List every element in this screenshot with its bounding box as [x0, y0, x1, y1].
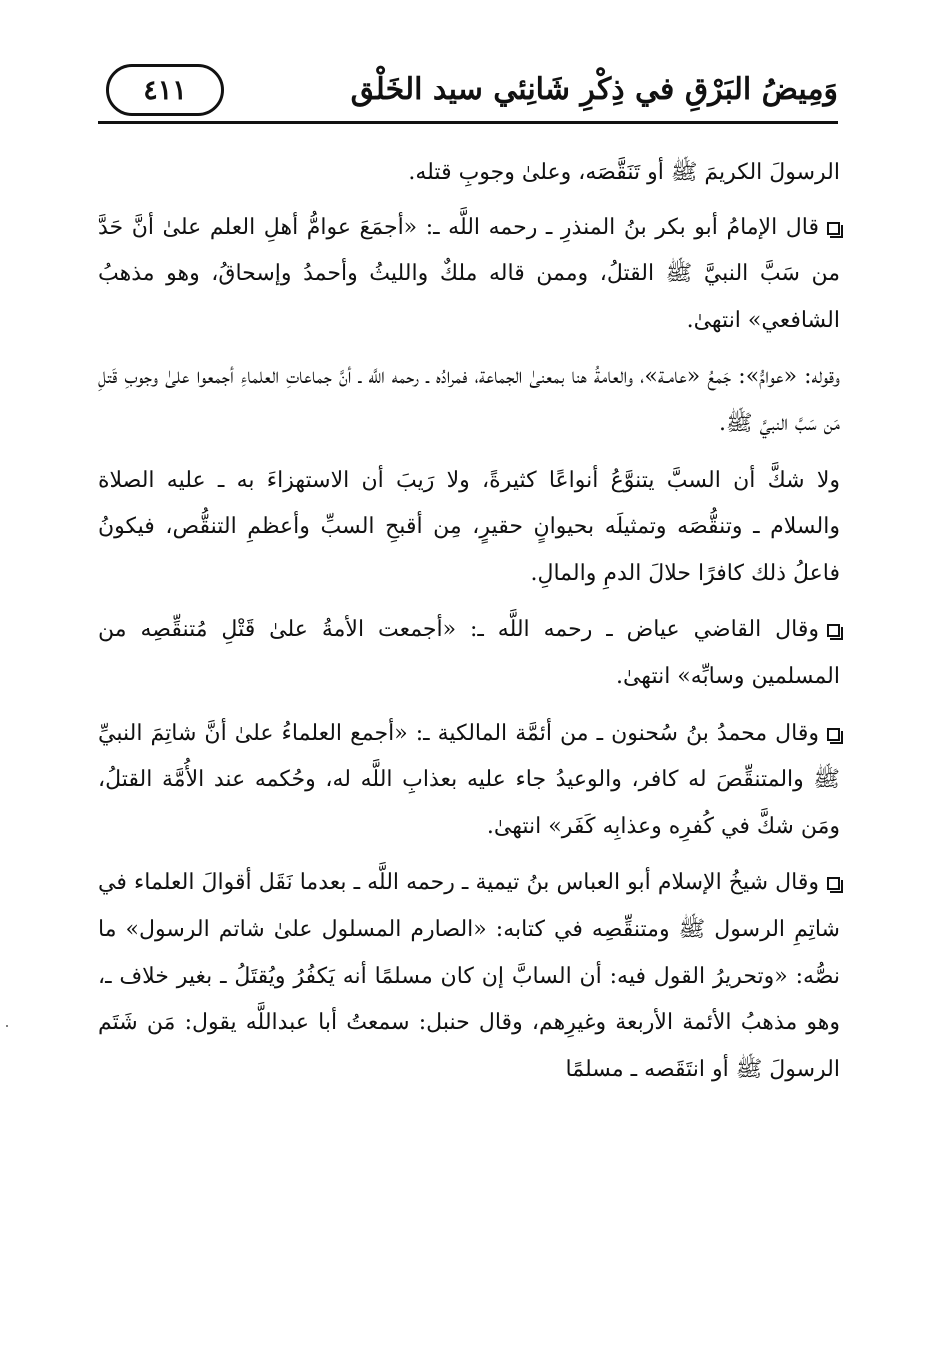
paragraph-text: وقال شيخُ الإسلام أبو العباس بنُ تيمية ـ رحمه اللَّه ـ بعدما نَقَل أقوالَ العلماء في شاتِمِ الرسول ﷺ ومتنقِّصِه في كتابه: «الصارم المسلول علىٰ شاتم الرسول» ما نصُّه: «وتحريرُ القول فيه: أن السابَّ إن كان مسلمًا أنه يَكفُرُ ويُقتَلُ ـ بغير خلاف ـ، وهو مذهبُ الأئمة الأربعة وغيرِهم، وقال حنبل: سمعتُ أبا عبداللَّه يقول: مَن شَتَم الرسولَ ﷺ أو انتَقَصه ـ مسلمًا: [98, 870, 840, 1082]
page-header: [98, 62, 838, 124]
paragraph-text: وقال محمدُ بنُ سُحنون ـ من أئمَّة المالكية ـ: «أجمع العلماءُ علىٰ أنَّ شاتِمَ النبيِّ ﷺ والمتنقِّصَ له كافر، والوعيدُ جاء عليه بعذابِ اللَّه له، وحُكمه عند الأُمَّة القتلُ، ومَن شكَّ في كُفرِه وعذابِه كَفَر» انتهىٰ.: [98, 720, 840, 839]
paragraph-awam-explanation: [98, 354, 840, 447]
paragraph-qadi-iyad: [98, 607, 840, 700]
paragraph-ibn-al-mundhir: [98, 205, 840, 345]
header-divider: [98, 121, 838, 124]
scan-speck: [6, 1025, 8, 1027]
paragraph-text: ولا شكَّ أن السبَّ يتنوَّعُ أنواعًا كثيرةً، ولا رَيبَ أن الاستهزاءَ به ـ عليه الصلاة والسلام ـ وتنقُّصَه وتمثيلَه بحيوانٍ حقيرٍ، مِن أقبحِ السبِّ وأعظمِ التنقُّص، فيكونُ فاعلُ ذلك كافرًا حلالَ الدمِ والمالِ.: [98, 467, 840, 586]
paragraph-continuation: [98, 150, 840, 197]
square-bullet-icon: [827, 728, 840, 741]
paragraph-ibn-taymiyya: [98, 860, 840, 1093]
page-number: ٤١١: [106, 64, 224, 116]
running-title: وَمِيضُ البَرْقِ في ذِكْرِ شَانِئي سيد الخَلْق: [350, 72, 838, 107]
paragraph-text: الرسولَ الكريمَ ﷺ أو تَنَقَّصَه، وعلىٰ وجوبِ قتله.: [408, 160, 840, 185]
paragraph-text: وقوله: «عوامُّ»: جَمعُ «عامـة»، والعامةُ هنا بمعنىٰ الجماعة، فمرادُه ـ رحمه اللَّه ـ أنَّ جماعاتِ العلماءِ أجمعوا علىٰ وجوبِ قَتلِ مَن سَبَّ النبيَّ ﷺ.: [98, 364, 840, 436]
page-body: [98, 150, 840, 1103]
paragraph-text: وقال القاضي عياض ـ رحمه اللَّه ـ: «أجمعت الأمةُ علىٰ قَتْلِ مُتنقِّصِه من المسلمين وسابِّه» انتهىٰ.: [98, 617, 840, 689]
square-bullet-icon: [827, 877, 840, 890]
paragraph-ibn-sahnun: [98, 711, 840, 851]
paragraph-types-of-insult: [98, 458, 840, 598]
square-bullet-icon: [827, 222, 840, 235]
square-bullet-icon: [827, 624, 840, 637]
paragraph-text: قال الإمامُ أبو بكر بنُ المنذرِ ـ رحمه اللَّه ـ: «أجمَعَ عوامُّ أهلِ العلم علىٰ أنَّ حَدَّ من سَبَّ النبيَّ ﷺ القتلُ، وممن قاله ملكٌ والليثُ وأحمدُ وإسحاقُ، وهو مذهبُ الشافعي» انتهىٰ.: [98, 214, 840, 333]
